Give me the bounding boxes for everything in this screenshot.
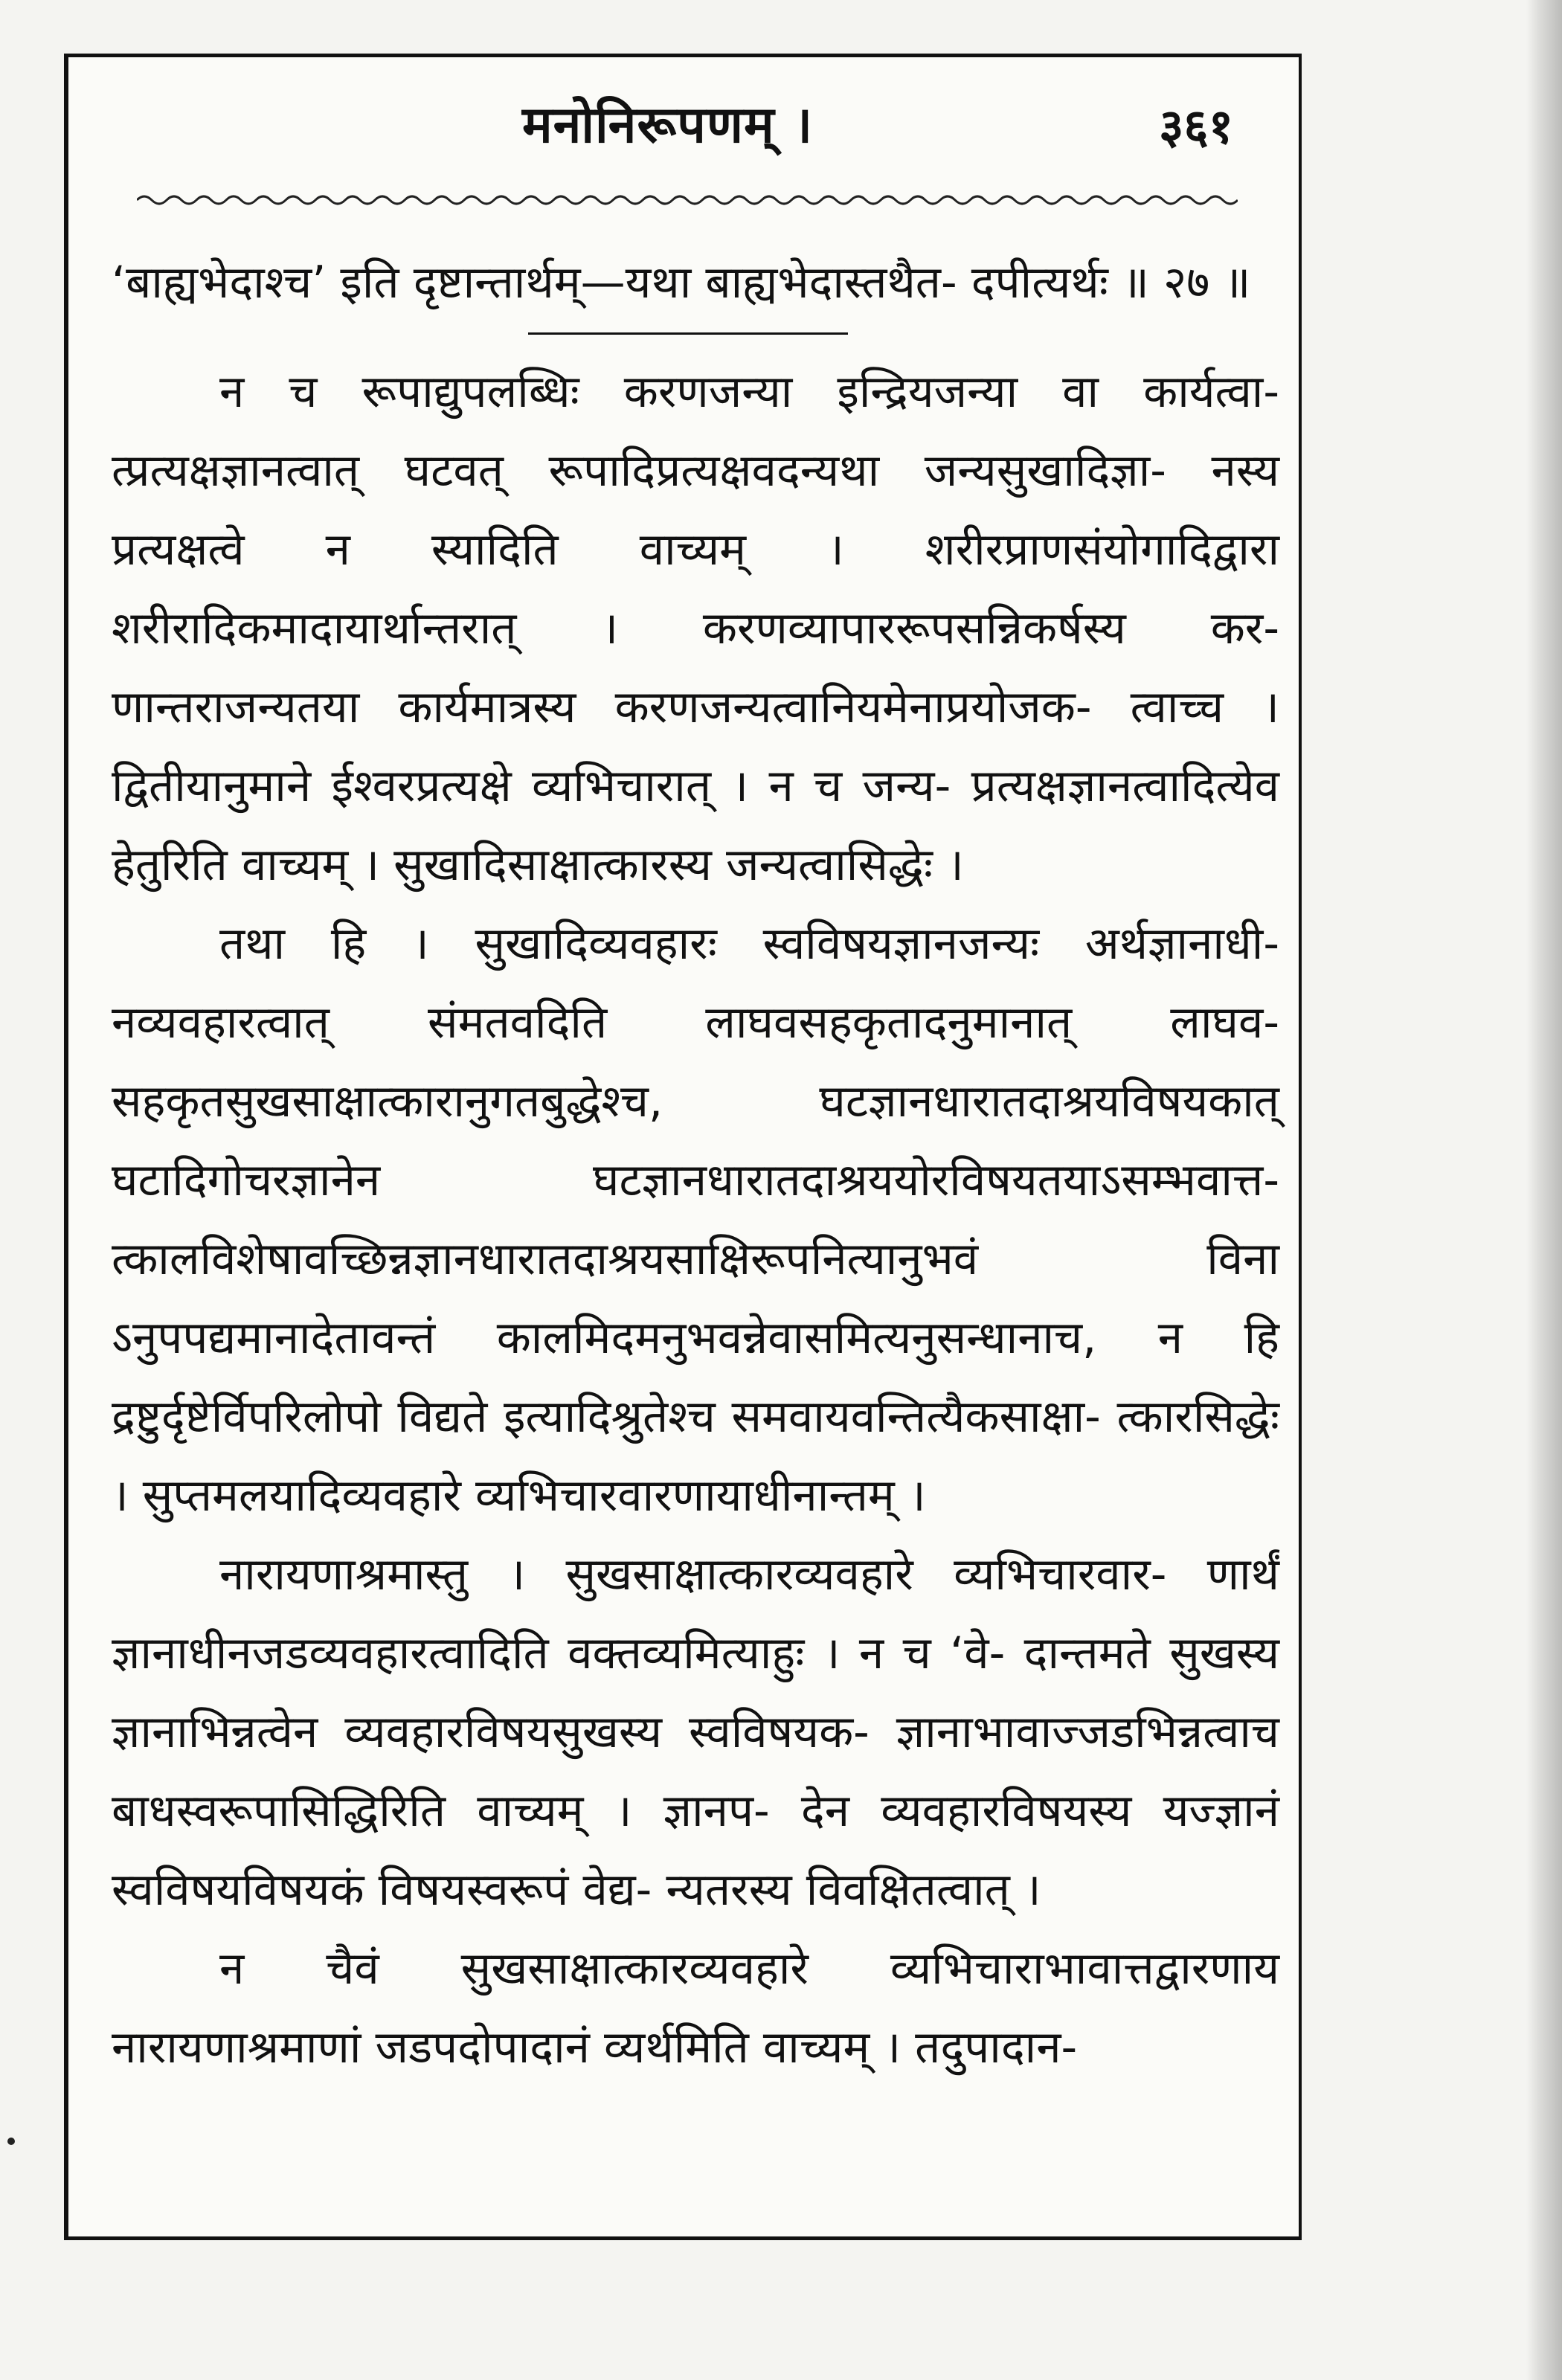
scan-mark-dot — [7, 2138, 15, 2145]
page-header-title: मनोनिरूपणम् । — [522, 96, 814, 155]
paragraph-argument-3: नारायणाश्रमास्तु । सुखसाक्षात्कारव्यवहारे व्यभिचारवार- णार्थं ज्ञानाधीनजडव्यवहारत्वादिति वक्तव्यमित्याहुः । न च ‘वे- दान्तमते सुखस्य ज्ञानाभिन्नत्वेन व्यवहारविषयसुखस्य स्वविषयक- ज्ञानाभावाज्जडभिन्नत्वाच बाधस्वरूपासिद्धिरिति वाच्यम् । ज्ञानप- देन व्यवहारविषयस्य यज्ज्ञानं स्वविषयविषयकं विषयस्वरूपं वेद्य- न्यतरस्य विवक्षितत्वात् । — [112, 1548, 1279, 1916]
scan-edge-shadow — [1526, 0, 1562, 2380]
page-number: ३६१ — [1159, 100, 1233, 155]
paragraph-argument-1: न च रूपाद्युपलब्धिः करणजन्या इन्द्रियजन्या वा कार्यत्वा- त्प्रत्यक्षज्ञानत्वात् घटवत् रूपादिप्रत्यक्षवदन्यथा जन्यसुखादिज्ञा- नस्य प्रत्यक्षत्वे न स्यादिति वाच्यम् । शरीरप्राणसंयोगादिद्वारा शरीरादिकमादायार्थान्तरात् । करणव्यापाररूपसन्निकर्षस्य कर- णान्तराजन्यतया कार्यमात्रस्य करणजन्यत्वानियमेनाप्रयोजक- त्वाच्च । द्वितीयानुमाने ईश्वरप्रत्यक्षे व्यभिचारात् । न च जन्य- प्रत्यक्षज्ञानत्वादित्येव हेतुरिति वाच्यम् । सुखादिसाक्षात्कारस्य जन्यत्वासिद्धेः । — [112, 366, 1279, 891]
sanskrit-text-body — [112, 243, 1279, 2087]
short-divider — [528, 332, 848, 335]
paragraph-argument-2: तथा हि । सुखादिव्यवहारः स्वविषयज्ञानजन्यः अर्थज्ञानाधी- नव्यवहारत्वात् संमतवदिति लाघवसहकृतादनुमानात् लाघव- सहकृतसुखसाक्षात्कारानुगतबुद्धेश्च, घटज्ञानधारातदाश्रयविषयकात् घटादिगोचरज्ञानेन घटज्ञानधारातदाश्रययोरविषयतयाऽसम्भवात्त- त्कालविशेषावच्छिन्नज्ञानधारातदाश्रयसाक्षिरूपनित्यानुभवं विना ऽनुपपद्यमानादेतावन्तं कालमिदमनुभवन्नेवासमित्यनुसन्धानाच, न हि द्रष्टुर्दृष्टेर्विपरिलोपो विद्यते इत्यादिश्रुतेश्च समवायवन्तित्यैकसाक्षा- त्कारसिद्धेः । सुप्तमलयादिव्यवहारे व्यभिचारवारणायाधीनान्तम् । — [112, 918, 1279, 1522]
paragraph-verse-note: ‘बाह्यभेदाश्च’ इति दृष्टान्तार्थम्—यथा बाह्यभेदास्तथैत- दपीत्यर्थः ॥ २७ ॥ — [112, 257, 1251, 309]
paragraph-argument-4: न चैवं सुखसाक्षात्कारव्यवहारे व्यभिचाराभावात्तद्वारणाय नारायणाश्रमाणां जडपदोपादानं व्यर्थमिति वाच्यम् । तदुपादान- — [112, 1943, 1279, 2074]
running-head — [68, 96, 1299, 190]
ornamental-divider — [137, 190, 1238, 210]
scanned-page-frame — [64, 54, 1302, 2240]
